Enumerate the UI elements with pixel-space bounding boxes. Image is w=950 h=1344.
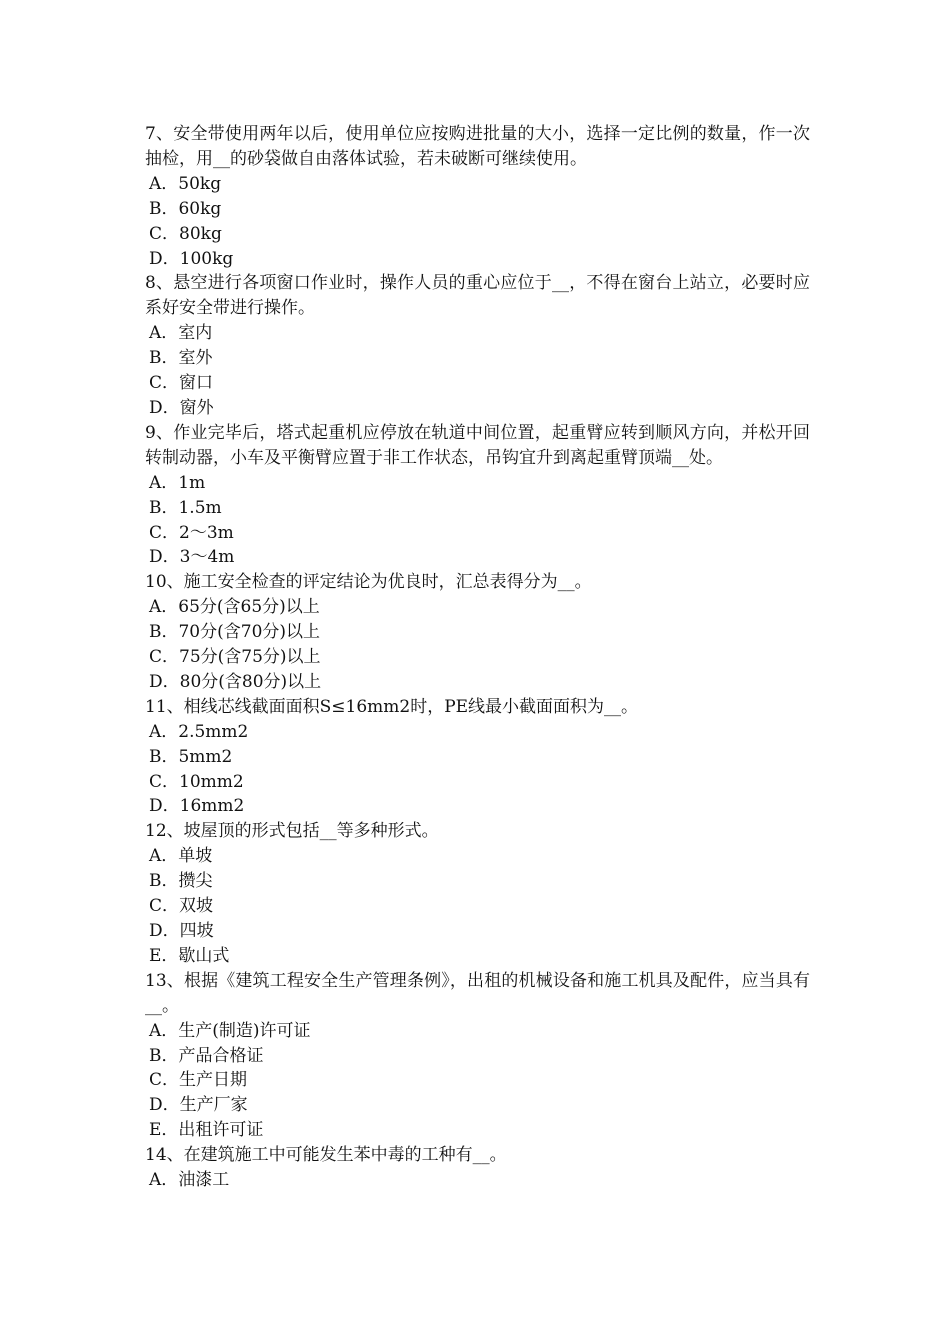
answer-option: C．生产日期 [149, 1070, 248, 1091]
answer-option: C．双坡 [149, 896, 214, 917]
answer-option: A．1m [149, 472, 206, 493]
answer-option: A．单坡 [149, 846, 213, 867]
question-block [145, 421, 810, 570]
answer-option: C．窗口 [149, 373, 214, 394]
answer-option: C．2～3m [149, 522, 234, 543]
answer-option: A．2.5mm2 [149, 721, 249, 742]
question-block [145, 969, 810, 1143]
question-stem: 10、施工安全检查的评定结论为优良时，汇总表得分为__。 [145, 572, 592, 593]
question-block [145, 1143, 810, 1193]
question-block [145, 819, 810, 968]
answer-option: A．生产(制造)许可证 [149, 1020, 311, 1041]
answer-option: A．50kg [149, 173, 222, 194]
answer-option: E．歇山式 [149, 945, 230, 966]
answer-option: E．出租许可证 [149, 1120, 264, 1141]
answer-option: C．10mm2 [149, 771, 244, 792]
answer-option: D．16mm2 [149, 796, 245, 817]
answer-option: A．室内 [149, 323, 213, 344]
question-stem: 7、安全带使用两年以后，使用单位应按购进批量的大小，选择一定比例的数量，作一次抽检，用__的砂袋做自由落体试验，若未破断可继续使用。 [145, 124, 810, 169]
question-stem: 9、作业完毕后，塔式起重机应停放在轨道中间位置，起重臂应转到顺风方向，并松开回转制动器，小车及平衡臂应置于非工作状态，吊钩宜升到离起重臂顶端__处。 [145, 422, 810, 468]
answer-option: C．80kg [149, 223, 222, 244]
answer-option: B．室外 [149, 348, 213, 369]
answer-option: D．窗外 [149, 397, 214, 418]
answer-option: B．5mm2 [149, 746, 233, 767]
question-stem: 11、相线芯线截面面积S≤16mm2时，PE线最小截面面积为__。 [145, 696, 639, 717]
answer-option: C．75分(含75分)以上 [149, 647, 321, 668]
answer-option: B．1.5m [149, 497, 222, 518]
answer-option: B．攒尖 [149, 871, 213, 892]
question-stem: 14、在建筑施工中可能发生苯中毒的工种有__。 [145, 1145, 507, 1166]
answer-option: A．油漆工 [149, 1170, 230, 1191]
question-stem: 13、根据《建筑工程安全生产管理条例》，出租的机械设备和施工机具及配件，应当具有__。 [145, 970, 810, 1016]
answer-option: D．生产厂家 [149, 1095, 248, 1116]
answer-option: B．60kg [149, 198, 222, 219]
answer-option: D．100kg [149, 248, 234, 269]
question-stem: 12、坡屋顶的形式包括__等多种形式。 [145, 821, 439, 842]
answer-option: A．65分(含65分)以上 [149, 597, 320, 618]
document-body [145, 122, 810, 1193]
answer-option: B．70分(含70分)以上 [149, 622, 321, 643]
question-block [145, 570, 810, 695]
question-block [145, 695, 810, 820]
answer-option: D．3～4m [149, 547, 235, 568]
answer-option: D．80分(含80分)以上 [149, 671, 322, 692]
answer-option: D．四坡 [149, 921, 214, 941]
question-block [145, 271, 810, 420]
question-stem: 8、悬空进行各项窗口作业时，操作人员的重心应位于__，不得在窗台上站立，必要时应系好安全带进行操作。 [145, 273, 810, 319]
question-block [145, 122, 810, 271]
answer-option: B．产品合格证 [149, 1045, 264, 1066]
